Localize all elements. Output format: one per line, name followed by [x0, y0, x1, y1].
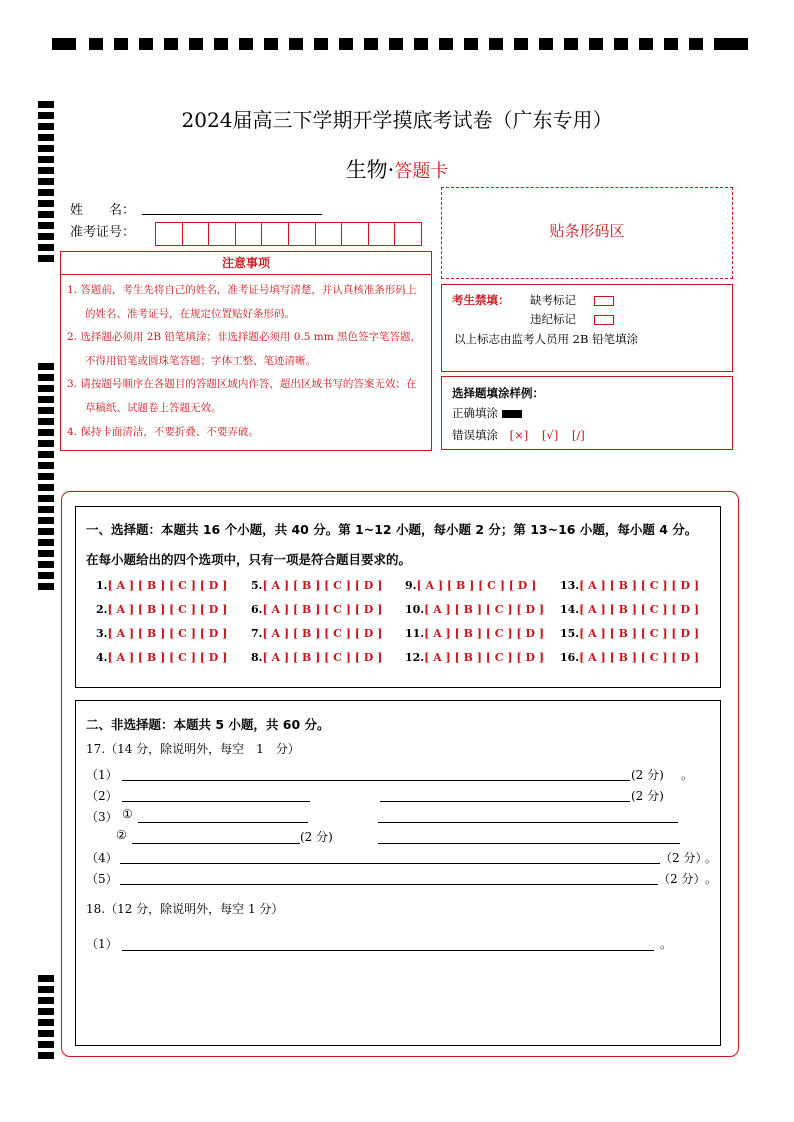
mcq-options[interactable]: [ A ] [ B ] [ C ] [ D ] — [107, 627, 228, 640]
mcq-question-5[interactable] — [251, 579, 382, 592]
q17-part-label: （5） — [86, 872, 118, 886]
points-note: (2 分) — [631, 768, 664, 782]
mcq-options[interactable]: [ A ] [ B ] [ C ] [ D ] — [579, 579, 700, 592]
points-note: （2 分） — [660, 851, 708, 865]
circled-two: ② — [116, 828, 127, 842]
wrong-fill-row: 错误填涂 [×] [√] [/] — [452, 428, 585, 442]
id-label: 准考证号： — [70, 225, 136, 240]
mcq-number: 14. — [560, 603, 580, 616]
answer-line[interactable] — [122, 950, 654, 951]
mcq-options[interactable]: [ A ] [ B ] [ C ] [ D ] — [424, 603, 545, 616]
mcq-question-2[interactable] — [96, 603, 227, 616]
answer-line[interactable] — [122, 801, 310, 802]
q18-heading: 18.（12 分，除说明外，每空 1 分） — [86, 902, 284, 916]
mcq-number: 15. — [560, 627, 580, 640]
mcq-options[interactable]: [ A ] [ B ] [ C ] [ D ] — [424, 627, 545, 640]
q17-part-label: （3） — [86, 810, 118, 824]
mcq-question-7[interactable] — [251, 627, 382, 640]
mcq-options[interactable]: [ A ] [ B ] [ C ] [ D ] — [262, 627, 383, 640]
answer-line[interactable] — [378, 822, 678, 823]
points-note: (2 分) — [631, 789, 664, 803]
name-label: 姓 名： — [70, 203, 136, 218]
q18-part-label: （1） — [86, 937, 118, 951]
answer-line[interactable] — [132, 843, 300, 844]
period: 。 — [660, 937, 673, 951]
answer-line[interactable] — [378, 843, 680, 844]
mcq-number: 2. — [96, 603, 108, 616]
multiple-choice-section — [75, 506, 721, 688]
mcq-options[interactable]: [ A ] [ B ] [ C ] [ D ] — [107, 651, 228, 664]
notice-item: 3. 请按题号顺序在各题目的答题区域内作答，超出区域书写的答案无效；在草稿纸、试题卷上答题无效。 — [67, 378, 417, 414]
period: 。 — [681, 768, 694, 782]
barcode-area: 贴条形码区 — [441, 187, 733, 279]
mcq-question-14[interactable] — [560, 603, 699, 616]
exam-id-boxes[interactable] — [155, 222, 422, 246]
notice-heading: 注意事项 — [61, 252, 431, 275]
notice-item: 2. 选择题必须用 2B 铅笔填涂；非选择题必须用 0.5 mm 黑色签字笔答题，不得用铅笔或圆珠笔答题；字体工整、笔迹清晰。 — [67, 331, 422, 367]
mcq-options[interactable]: [ A ] [ B ] [ C ] [ D ] — [579, 603, 700, 616]
mcq-number: 1. — [96, 579, 108, 592]
circled-one: ① — [122, 807, 133, 821]
points-note: (2 分) — [300, 830, 333, 844]
answer-line[interactable] — [122, 780, 630, 781]
subject-title: 生物·答题卡 — [345, 158, 449, 182]
section1-subheading: 在每小题给出的四个选项中，只有一项是符合题目要求的。 — [86, 552, 412, 567]
absent-mark-box[interactable] — [594, 296, 614, 306]
fill-example-box — [441, 376, 733, 450]
mcq-number: 5. — [251, 579, 263, 592]
mcq-question-9[interactable] — [405, 579, 536, 592]
q17-heading: 17.（14 分，除说明外，每空 1 分） — [86, 742, 300, 756]
correct-fill-row: 正确填涂 — [452, 405, 522, 421]
mcq-options[interactable]: [ A ] [ B ] [ C ] [ D ] — [262, 579, 383, 592]
q17-part-label: （4） — [86, 851, 118, 865]
answer-line[interactable] — [380, 801, 630, 802]
mcq-number: 11. — [405, 627, 425, 640]
mcq-number: 10. — [405, 603, 425, 616]
mcq-question-10[interactable] — [405, 603, 544, 616]
section1-heading: 一、选择题：本题共 16 个小题，共 40 分。第 1~12 小题，每小题 2 分；第 13~16 小题，每小题 4 分。 — [86, 522, 698, 537]
mcq-question-8[interactable] — [251, 651, 382, 664]
mcq-question-12[interactable] — [405, 651, 544, 664]
mcq-options[interactable]: [ A ] [ B ] [ C ] [ D ] — [262, 603, 383, 616]
fill-example-heading: 选择题填涂样例： — [452, 386, 544, 400]
mcq-number: 6. — [251, 603, 263, 616]
mcq-options[interactable]: [ A ] [ B ] [ C ] [ D ] — [579, 651, 700, 664]
period: 。 — [705, 872, 718, 886]
points-note: （2 分） — [658, 872, 706, 886]
mcq-options[interactable]: [ A ] [ B ] [ C ] [ D ] — [424, 651, 545, 664]
mcq-number: 3. — [96, 627, 108, 640]
mcq-options[interactable]: [ A ] [ B ] [ C ] [ D ] — [579, 627, 700, 640]
mcq-question-1[interactable] — [96, 579, 227, 592]
violation-mark-row: 违纪标记 — [530, 311, 614, 327]
answer-line[interactable] — [120, 884, 658, 885]
mcq-number: 13. — [560, 579, 580, 592]
answer-line[interactable] — [120, 863, 660, 864]
mcq-options[interactable]: [ A ] [ B ] [ C ] [ D ] — [416, 579, 537, 592]
mcq-number: 9. — [405, 579, 417, 592]
notice-item: 4. 保持卡面清洁，不要折叠、不要弄破。 — [67, 425, 259, 438]
mcq-number: 7. — [251, 627, 263, 640]
mcq-question-15[interactable] — [560, 627, 699, 640]
mcq-question-6[interactable] — [251, 603, 382, 616]
forbidden-box — [441, 284, 733, 372]
mcq-options[interactable]: [ A ] [ B ] [ C ] [ D ] — [107, 603, 228, 616]
absent-mark-row: 缺考标记 — [530, 292, 614, 308]
page-title: 2024届高三下学期开学摸底考试卷（广东专用） — [181, 108, 613, 132]
forbidden-note: 以上标志由监考人员用 2B 铅笔填涂 — [454, 332, 639, 346]
notice-item: 1. 答题前，考生先将自己的姓名，准考证号填写清楚，并认真核准条形码上的姓名、准考证号，在规定位置贴好条形码。 — [67, 284, 417, 320]
violation-mark-box[interactable] — [594, 315, 614, 325]
notice-box — [60, 251, 432, 451]
mcq-question-16[interactable] — [560, 651, 699, 664]
q17-part-label: （2） — [86, 789, 118, 803]
mcq-number: 12. — [405, 651, 425, 664]
answer-line[interactable] — [138, 822, 308, 823]
mcq-question-3[interactable] — [96, 627, 227, 640]
section2-heading: 二、非选择题：本题共 5 小题，共 60 分。 — [86, 717, 330, 732]
forbidden-label: 考生禁填： — [452, 293, 510, 307]
mcq-number: 16. — [560, 651, 580, 664]
period: 。 — [705, 851, 718, 865]
timing-marks-top — [52, 38, 748, 50]
filled-mark — [502, 410, 522, 418]
mcq-question-13[interactable] — [560, 579, 699, 592]
mcq-question-11[interactable] — [405, 627, 544, 640]
q17-part-label: （1） — [86, 768, 118, 782]
name-field[interactable] — [142, 214, 322, 215]
mcq-number: 4. — [96, 651, 108, 664]
mcq-question-4[interactable] — [96, 651, 227, 664]
mcq-number: 8. — [251, 651, 263, 664]
mcq-options[interactable]: [ A ] [ B ] [ C ] [ D ] — [262, 651, 383, 664]
free-response-section — [75, 700, 721, 1046]
mcq-options[interactable]: [ A ] [ B ] [ C ] [ D ] — [107, 579, 228, 592]
